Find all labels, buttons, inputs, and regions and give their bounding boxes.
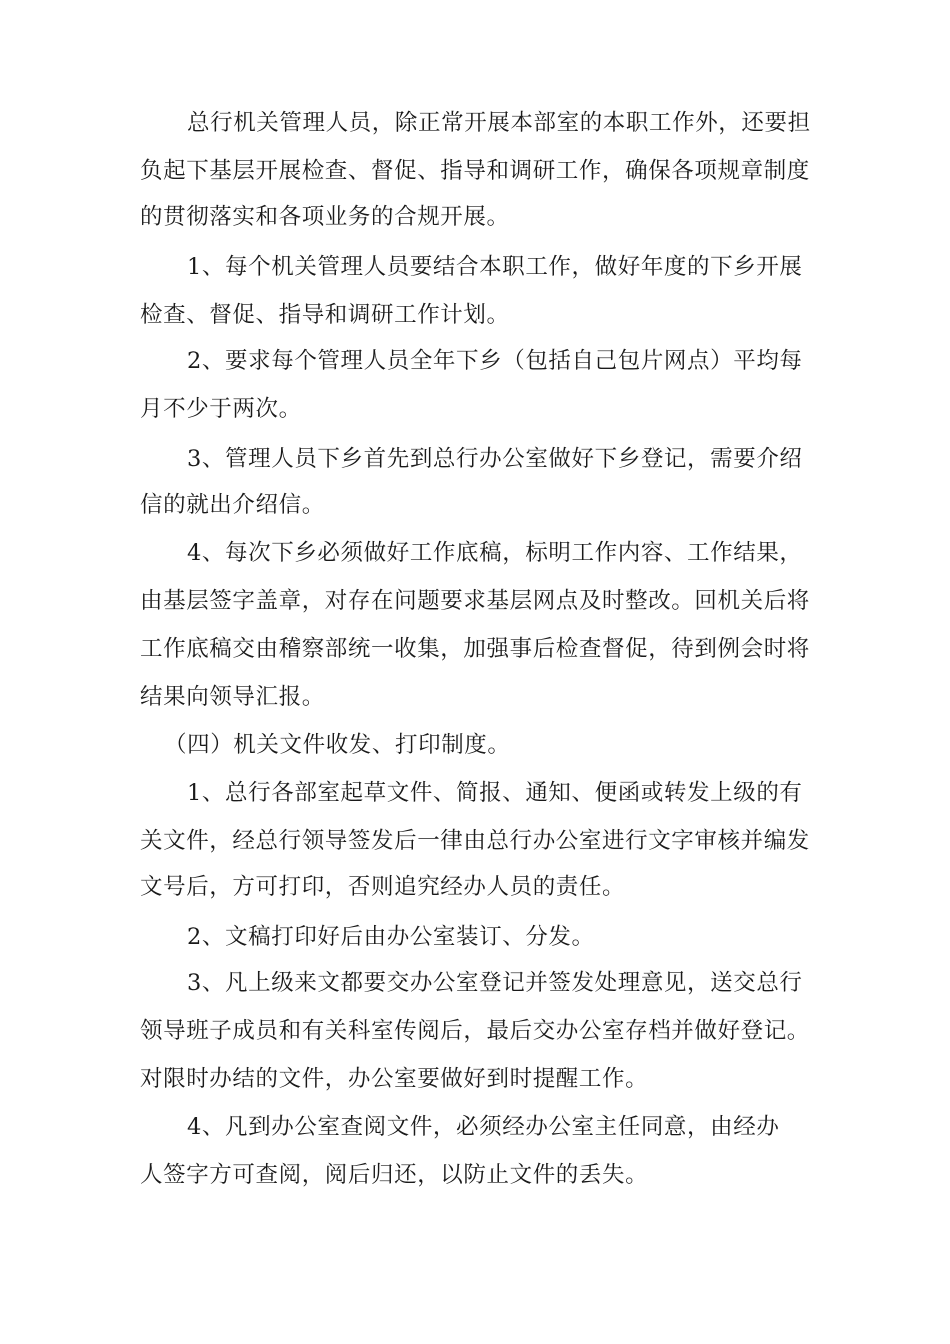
section-item-3-line-2: 领导班子成员和有关科室传阅后，最后交办公室存档并做好登记。	[140, 1018, 810, 1044]
section-item-1-line-3: 文号后，方可打印，否则追究经办人员的责任。	[140, 874, 626, 900]
section-heading: （四）机关文件收发、打印制度。	[164, 732, 511, 758]
item-4-line-4: 结果向领导汇报。	[140, 684, 325, 710]
section-item-4-line-2: 人签字方可查阅，阅后归还，以防止文件的丢失。	[140, 1162, 649, 1188]
paragraph-intro-line-1: 总行机关管理人员，除正常开展本部室的本职工作外，还要担	[187, 110, 811, 136]
item-1-line-2: 检查、督促、指导和调研工作计划。	[140, 302, 510, 328]
section-item-1-line-2: 关文件，经总行领导签发后一律由总行办公室进行文字审核并编发	[140, 828, 810, 854]
item-3-line-2: 信的就出介绍信。	[140, 492, 325, 518]
item-2-line-2: 月不少于两次。	[140, 396, 302, 422]
item-4-line-3: 工作底稿交由稽察部统一收集，加强事后检查督促，待到例会时将	[140, 636, 810, 662]
item-1-line-1: 1、每个机关管理人员要结合本职工作，做好年度的下乡开展	[187, 254, 803, 280]
section-item-3-line-1: 3、凡上级来文都要交办公室登记并签发处理意见，送交总行	[187, 970, 803, 996]
section-item-2-line-1: 2、文稿打印好后由办公室装订、分发。	[187, 924, 595, 950]
item-4-line-2: 由基层签字盖章，对存在问题要求基层网点及时整改。回机关后将	[140, 588, 810, 614]
item-2-line-1: 2、要求每个管理人员全年下乡（包括自己包片网点）平均每	[187, 348, 803, 374]
paragraph-intro-line-2: 负起下基层开展检查、督促、指导和调研工作，确保各项规章制度	[140, 158, 810, 184]
section-item-3-line-3: 对限时办结的文件，办公室要做好到时提醒工作。	[140, 1066, 649, 1092]
section-item-1-line-1: 1、总行各部室起草文件、简报、通知、便函或转发上级的有	[187, 780, 803, 806]
item-3-line-1: 3、管理人员下乡首先到总行办公室做好下乡登记，需要介绍	[187, 446, 803, 472]
paragraph-intro-line-3: 的贯彻落实和各项业务的合规开展。	[140, 204, 510, 230]
item-4-line-1: 4、每次下乡必须做好工作底稿，标明工作内容、工作结果，	[187, 540, 803, 566]
section-item-4-line-1: 4、凡到办公室查阅文件，必须经办公室主任同意，由经办	[187, 1114, 780, 1140]
